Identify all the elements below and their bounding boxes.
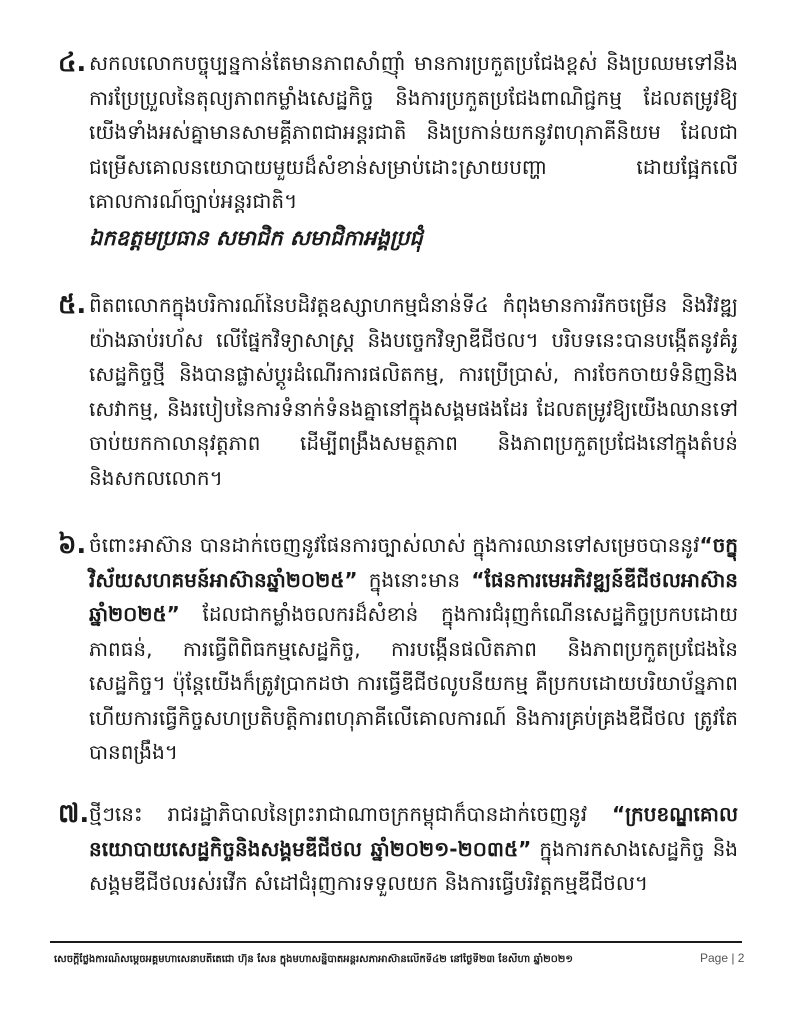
footer-divider: [50, 941, 742, 943]
paragraph-text: សកលលោកបច្ចុប្បន្នកាន់តែមានភាពសាំញុាំ មានការប្រកួតប្រជែងខ្ពស់ និងប្រឈមទៅនឹងការប្រែប្រួលនៃតុល្យភាពកម្លាំងសេដ្ឋកិច្ច និងការប្រកួតប្រជែងពាណិជ្ជកម្ម ដែលតម្រូវឱ្យយើងទាំងអស់គ្នាមានសាមគ្គីភាពជាអន្តរជាតិ និងប្រកាន់យកនូវពហុភាគីនិយម ដែលជាជម្រើសគោលនយោបាយមួយដ៏សំខាន់សម្រាប់ដោះស្រាយបញ្ហា ដោយផ្អែកលើគោលការណ៍ច្បាប់អន្តរជាតិ។: [89, 51, 738, 213]
paragraph-number: ៤.: [58, 48, 87, 78]
paragraph-text: ពិតពលោកក្នុងបរិការណ៍នៃបដិវត្តឧស្សាហកម្មជំនាន់ទី៤ កំពុងមានការរីកចម្រើន និងវិវឌ្ឍយ៉ាងឆាប់រហ័ស លើផ្នែកវិទ្យាសាស្ត្រ និងបច្ចេកវិទ្យាឌីជីថល។ បរិបទនេះបានបង្កើតនូវគំរូសេដ្ឋកិច្ចថ្មី និងបានផ្លាស់ប្តូរដំណើរការផលិតកម្ម, ការប្រើប្រាស់, ការចែកចាយទំនិញនិងសេវាកម្ម, និងរបៀបនៃការទំនាក់ទំនងគ្នានៅក្នុងសង្គមផងដែរ ដែលតម្រូវឱ្យយើងឈានទៅចាប់យកកាលានុវត្តភាព ដើម្បីពង្រឹងសមត្ថភាព និងភាពប្រកួតប្រជែងនៅក្នុងតំបន់ និងសកលលោក។: [89, 293, 738, 490]
paragraph-number: ៥.: [58, 290, 87, 320]
text-segment: ដែលជាកម្លាំងចលករដ៏សំខាន់ ក្នុងការជំរុញកំណើនសេដ្ឋកិច្ចប្រកបដោយភាពធន់, ការធ្វើពិពិធកម្មសេដ្ឋកិច្ច, ការបង្កើនផលិតភាព និងភាពប្រកួតប្រជែងនៃសេដ្ឋកិច្ច។ ប៉ុន្តែយើងក៏ត្រូវប្រាកដថា ការធ្វើឌីជីថលូបនីយកម្ម គឺប្រកបដោយបរិយាប័ន្នភាព ហើយការធ្វើកិច្ចសហប្រតិបត្តិការពហុភាគីលើគោលការណ៍ និងការគ្រប់គ្រងឌីជីថល ត្រូវតែបានពង្រឹង។: [89, 602, 738, 764]
paragraph-number: ៦.: [58, 530, 87, 560]
text-segment: ចំពោះអាស៊ាន បានដាក់ចេញនូវផែនការច្បាស់លាស់ ក្នុងការឈានទៅសម្រេចបាននូវ: [89, 533, 700, 557]
paragraph-5: [58, 288, 738, 495]
paragraph-text: [89, 797, 738, 901]
text-segment: ក្នុងការកសាងសេដ្ឋកិច្ច និងសង្គមឌីជីថលរស់រវើក សំដៅជំរុញការទទួលយក និងការធ្វើបរិវត្តកម្មឌីជីថល។: [89, 836, 738, 895]
page-number: Page | 2: [700, 951, 745, 965]
bold-title: “ក្របខណ្ឌគោលនយោបាយសេដ្ឋកិច្ចនិងសង្គមឌីជីថល ឆ្នាំ២០២១-២០៣៥”: [89, 802, 738, 861]
footer-caption: សេចក្តីថ្លែងការណ៍សម្តេចអគ្គមហាសេនាបតីតេជោ ហ៊ុន សែន ក្នុងមហាសន្និបាតអន្តរសភាអាស៊ានលើកទី៤២ នៅថ្ងៃទី២៣ ខែសីហា ឆ្នាំ២០២១: [54, 954, 573, 965]
paragraph-text: [89, 528, 738, 770]
paragraph-4: [58, 46, 738, 219]
paragraph-6: [58, 528, 738, 770]
text-segment: ក្នុងនោះមាន: [357, 567, 472, 592]
text-segment: ថ្មីៗនេះ រាជរដ្ឋាភិបាលនៃព្រះរាជាណាចក្រកម្ពុជាក៏បានដាក់ចេញនូវ: [89, 802, 612, 826]
paragraph-7: [58, 797, 738, 901]
bold-title: “ផែនការមេអភិវឌ្ឍន៍ឌីជីថលអាស៊ានឆ្នាំ២០២៥”: [89, 567, 738, 626]
paragraph-number: ៧.: [58, 799, 90, 829]
bold-title: “ចក្ខុវិស័យសហគមន៍អាស៊ានឆ្នាំ២០២៥”: [89, 533, 738, 592]
section-heading: ឯកឧត្តមប្រធាន សមាជិក សមាជិកាអង្គប្រជុំ: [89, 226, 423, 250]
